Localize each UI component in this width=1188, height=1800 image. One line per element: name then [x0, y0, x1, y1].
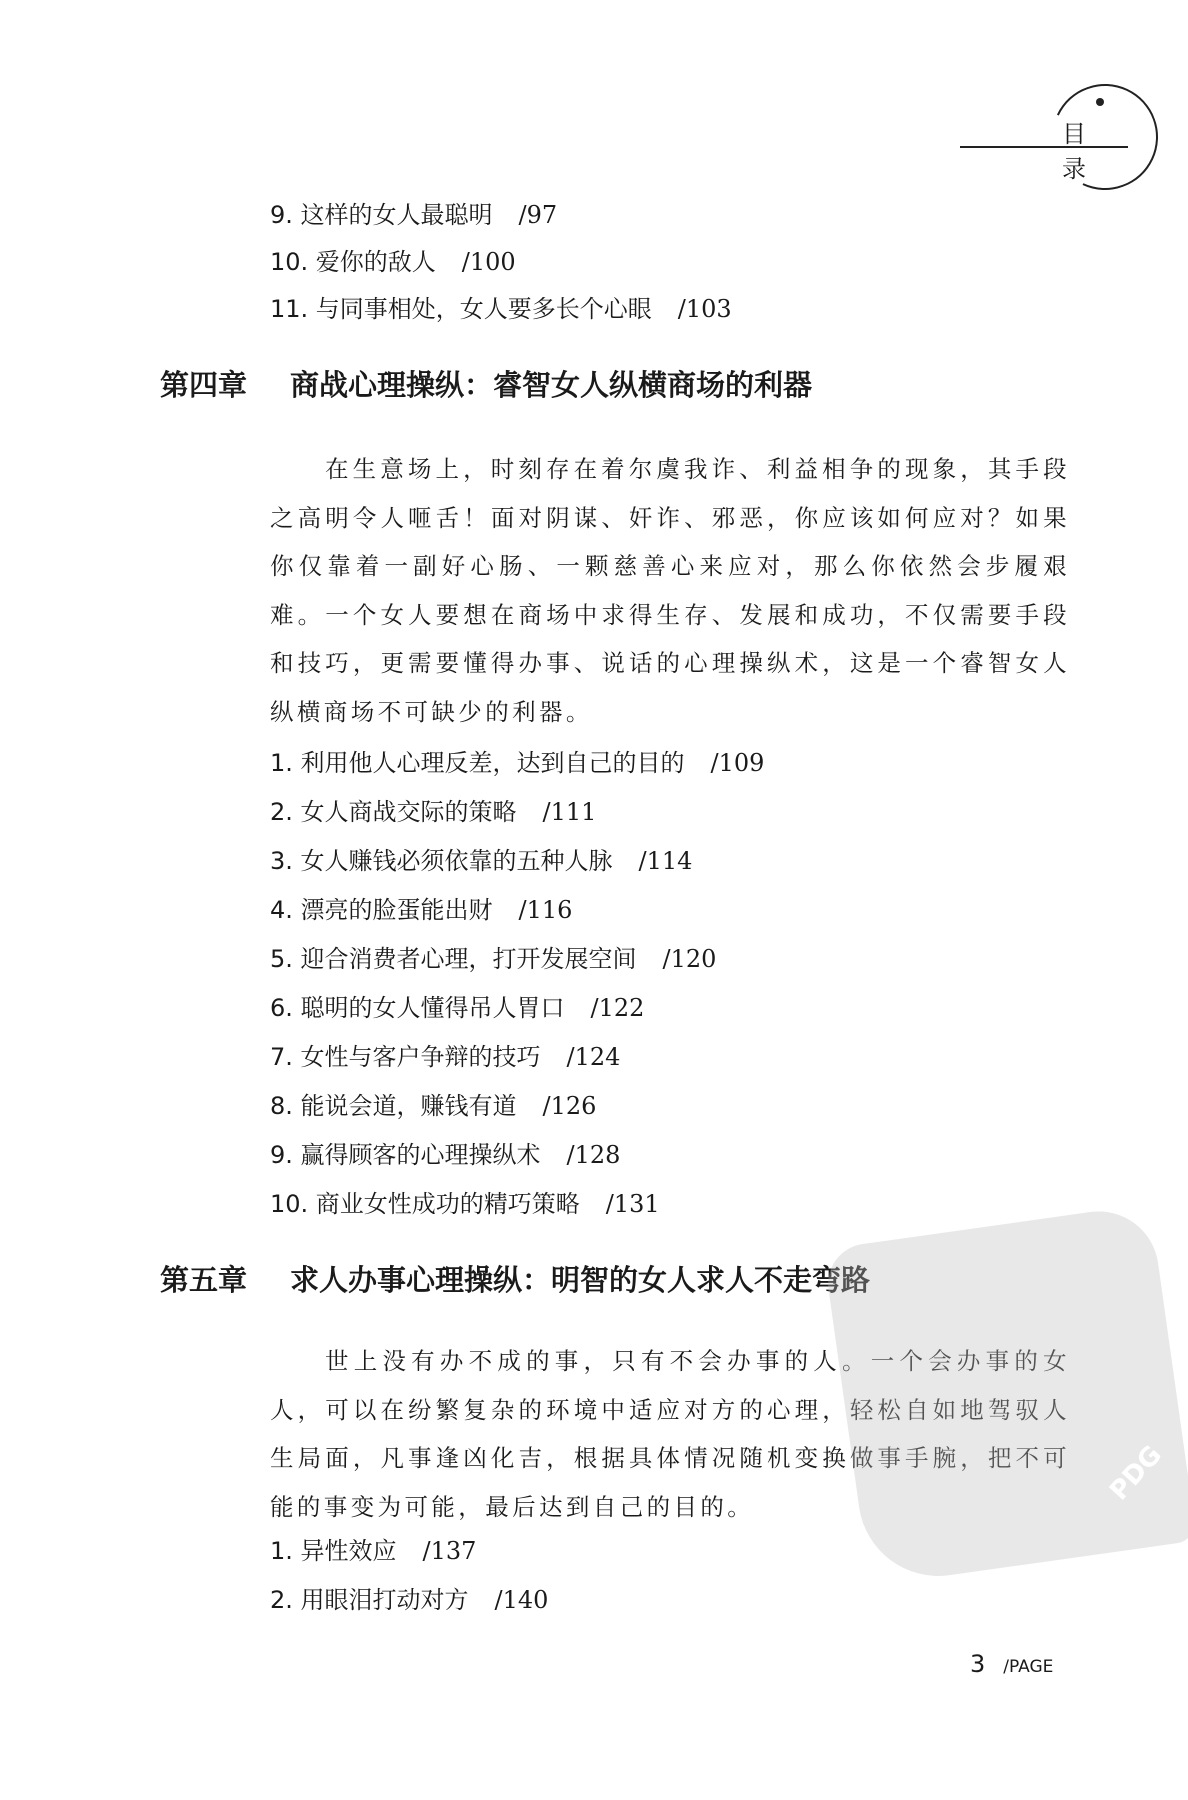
toc-entry[interactable]: [270, 1086, 596, 1121]
toc-entry[interactable]: [270, 939, 716, 974]
watermark-text: PDG: [1104, 1440, 1169, 1507]
toc-entry-page: /126: [542, 1092, 597, 1120]
toc-entry[interactable]: [270, 1184, 660, 1219]
toc-entry-label: 10. 爱你的敌人: [270, 248, 436, 276]
toc-entry-page: /116: [518, 896, 573, 924]
toc-entry[interactable]: [270, 289, 732, 324]
toc-entry-page: /122: [590, 994, 645, 1022]
chapter-title: 商战心理操纵：睿智女人纵横商场的利器: [290, 368, 813, 402]
toc-entry-label: 5. 迎合消费者心理，打开发展空间: [270, 945, 637, 973]
chapter-number: 第四章: [160, 368, 248, 402]
toc-entry[interactable]: [270, 792, 596, 827]
toc-entry-label: 1. 利用他人心理反差，达到自己的目的: [270, 749, 685, 777]
toc-entry-page: /100: [461, 248, 516, 276]
toc-entry-page: /103: [677, 295, 732, 323]
toc-entry-page: /131: [605, 1190, 660, 1218]
toc-entry-page: /111: [542, 798, 597, 826]
toc-entry-page: /120: [662, 945, 717, 973]
toc-entry-label: 3. 女人赚钱必须依靠的五种人脉: [270, 847, 613, 875]
toc-entry-page: /109: [710, 749, 765, 777]
toc-entry-label: 4. 漂亮的脸蛋能出财: [270, 896, 493, 924]
toc-entry-label: 11. 与同事相处，女人要多长个心眼: [270, 295, 652, 323]
header-dot-ornament: [1096, 98, 1104, 106]
toc-entry-label: 1. 异性效应: [270, 1537, 397, 1565]
toc-entry[interactable]: [270, 890, 572, 925]
toc-entry[interactable]: [270, 1037, 620, 1072]
toc-entry[interactable]: [270, 195, 557, 230]
toc-entry-page: /137: [422, 1537, 477, 1565]
section-title: 目 录: [1062, 120, 1108, 183]
toc-entry[interactable]: [270, 1580, 548, 1615]
page-footer: [970, 1650, 1053, 1678]
toc-entry[interactable]: [270, 242, 516, 277]
watermark-stamp: [823, 1204, 1188, 1587]
toc-entry-label: 6. 聪明的女人懂得吊人胃口: [270, 994, 565, 1022]
toc-entry-label: 9. 这样的女人最聪明: [270, 201, 493, 229]
toc-entry-label: 10. 商业女性成功的精巧策略: [270, 1190, 580, 1218]
toc-entry-page: /97: [518, 201, 558, 229]
toc-entry[interactable]: [270, 1531, 476, 1566]
toc-entry-label: 8. 能说会道，赚钱有道: [270, 1092, 517, 1120]
toc-entry[interactable]: [270, 1135, 620, 1170]
toc-entry[interactable]: [270, 743, 764, 778]
chapter-heading-4[interactable]: [160, 363, 812, 404]
toc-entry-label: 9. 赢得顾客的心理操纵术: [270, 1141, 541, 1169]
chapter-heading-5[interactable]: [160, 1258, 870, 1299]
section-header: [960, 78, 1170, 188]
chapter-description-5: 世上没有办不成的事，只有不会办事的人。一个会办事的女人，可以在纷繁复杂的环境中适应对方的心理，轻松自如地驾驭人生局面，凡事逢凶化吉，根据具体情况随机变换做事手腕，把不可能的事变为可能，最后达到自己的目的。: [270, 1347, 1070, 1521]
page-number: 3: [970, 1650, 986, 1678]
toc-entry-label: 7. 女性与客户争辩的技巧: [270, 1043, 541, 1071]
toc-entry-page: /140: [494, 1586, 549, 1614]
toc-entry-label: 2. 女人商战交际的策略: [270, 798, 517, 826]
chapter-number: 第五章: [160, 1263, 248, 1297]
chapter-title: 求人办事心理操纵：明智的女人求人不走弯路: [290, 1263, 871, 1297]
toc-entry-page: /114: [638, 847, 693, 875]
page-label: /PAGE: [1003, 1657, 1054, 1677]
chapter-description-4: 在生意场上，时刻存在着尔虞我诈、利益相争的现象，其手段之高明令人咂舌！面对阴谋、奸诈、邪恶，你应该如何应对？如果你仅靠着一副好心肠、一颗慈善心来应对，那么你依然会步履艰难。一个女人要想在商场中求得生存、发展和成功，不仅需要手段和技巧，更需要懂得办事、说话的心理操纵术，这是一个睿智女人纵横商场不可缺少的利器。: [270, 455, 1070, 726]
toc-entry-page: /128: [566, 1141, 621, 1169]
toc-entry-page: /124: [566, 1043, 621, 1071]
toc-entry-label: 2. 用眼泪打动对方: [270, 1586, 469, 1614]
toc-entry[interactable]: [270, 988, 644, 1023]
toc-entry[interactable]: [270, 841, 692, 876]
